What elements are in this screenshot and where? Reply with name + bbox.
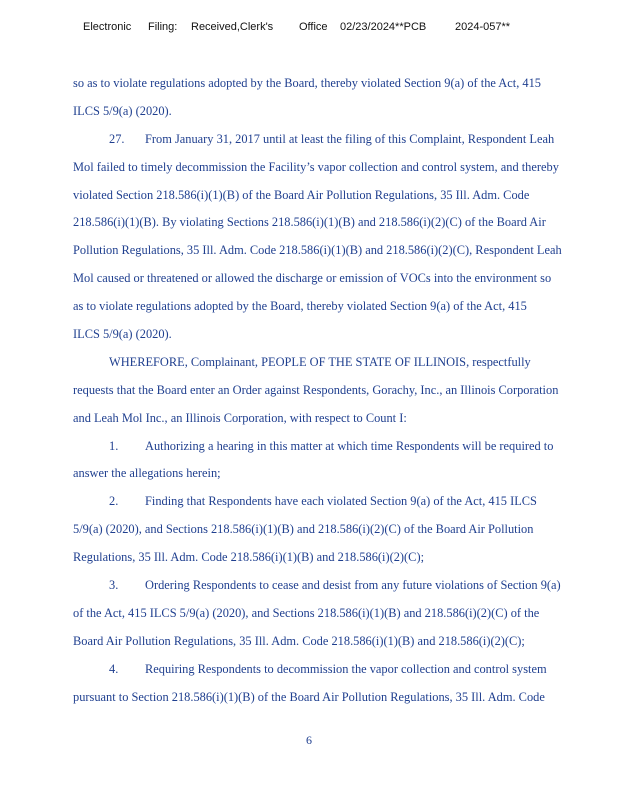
text-line: Pollution Regulations, 35 Ill. Adm. Code 218.586(i)(1)(B) and 218.586(i)(2)(C), Respondent Leah <box>73 243 562 258</box>
text-line: Regulations, 35 Ill. Adm. Code 218.586(i)(1)(B) and 218.586(i)(2)(C); <box>73 550 425 565</box>
document-body <box>73 70 593 711</box>
page-number: 6 <box>306 733 312 747</box>
text-line: as to violate regulations adopted by the Board, thereby violated Section 9(a) of the Act, 415 <box>73 299 527 314</box>
header-date: 02/23/2024**PCB <box>340 21 427 33</box>
header-office: Office <box>299 21 328 33</box>
paragraph-27-first-line <box>73 126 593 154</box>
text-line: Ordering Respondents to cease and desist from any future violations of Section 9(a) <box>145 578 561 593</box>
text-line: Requiring Respondents to decommission the vapor collection and control system <box>145 661 547 676</box>
text-line: Mol failed to timely decommission the Facility’s vapor collection and control system, and thereby <box>73 159 559 174</box>
header-filing: Filing: <box>148 21 178 33</box>
text-line: answer the allegations herein; <box>73 466 221 481</box>
text-line: so as to violate regulations adopted by the Board, thereby violated Section 9(a) of the Act, 415 <box>73 76 541 90</box>
text-line: of the Act, 415 ILCS 5/9(a) (2020), and Sections 218.586(i)(1)(B) and 218.586(i)(2)(C) of the <box>73 605 540 620</box>
text-line: 218.586(i)(1)(B). By violating Sections 218.586(i)(1)(B) and 218.586(i)(2)(C) of the Board Air <box>73 215 546 230</box>
text-line: 5/9(a) (2020), and Sections 218.586(i)(1)(B) and 218.586(i)(2)(C) of the Board Air Pollution <box>73 522 534 537</box>
relief-item-3 <box>73 572 593 600</box>
text-line: pursuant to Section 218.586(i)(1)(B) of the Board Air Pollution Regulations, 35 Ill. Adm. Code <box>73 689 545 704</box>
header-case-number: 2024-057** <box>455 21 511 33</box>
paragraph-number: 27. <box>109 131 125 146</box>
text-line: Finding that Respondents have each violated Section 9(a) of the Act, 415 ILCS <box>145 494 537 509</box>
item-number: 1. <box>109 438 119 453</box>
relief-item-2 <box>73 488 593 516</box>
text-line: ILCS 5/9(a) (2020). <box>73 327 172 342</box>
wherefore-first-line: WHEREFORE, Complainant, PEOPLE OF THE STATE OF ILLINOIS, respectfully <box>109 354 531 369</box>
header-received: Received,Clerk's <box>191 21 274 33</box>
text-line: From January 31, 2017 until at least the filing of this Complaint, Respondent Leah <box>145 131 555 146</box>
item-number: 2. <box>109 494 119 509</box>
header-electronic: Electronic <box>83 21 132 33</box>
text-line: violated Section 218.586(i)(1)(B) of the Board Air Pollution Regulations, 35 Ill. Adm. Code <box>73 187 530 202</box>
text-line: ILCS 5/9(a) (2020). <box>73 103 172 118</box>
relief-item-1 <box>73 433 593 461</box>
text-line: Board Air Pollution Regulations, 35 Ill. Adm. Code 218.586(i)(1)(B) and 218.586(i)(2)(C); <box>73 633 525 648</box>
item-number: 4. <box>109 661 119 676</box>
item-number: 3. <box>109 578 119 593</box>
text-line: requests that the Board enter an Order against Respondents, Gorachy, Inc., an Illinois Corporation <box>73 382 559 397</box>
relief-item-4 <box>73 656 593 684</box>
filing-stamp-header <box>0 21 618 37</box>
text-line: and Leah Mol Inc., an Illinois Corporation, with respect to Count I: <box>73 410 407 425</box>
text-line: Mol caused or threatened or allowed the discharge or emission of VOCs into the environment so <box>73 271 552 286</box>
text-line: Authorizing a hearing in this matter at which time Respondents will be required to <box>145 438 554 453</box>
